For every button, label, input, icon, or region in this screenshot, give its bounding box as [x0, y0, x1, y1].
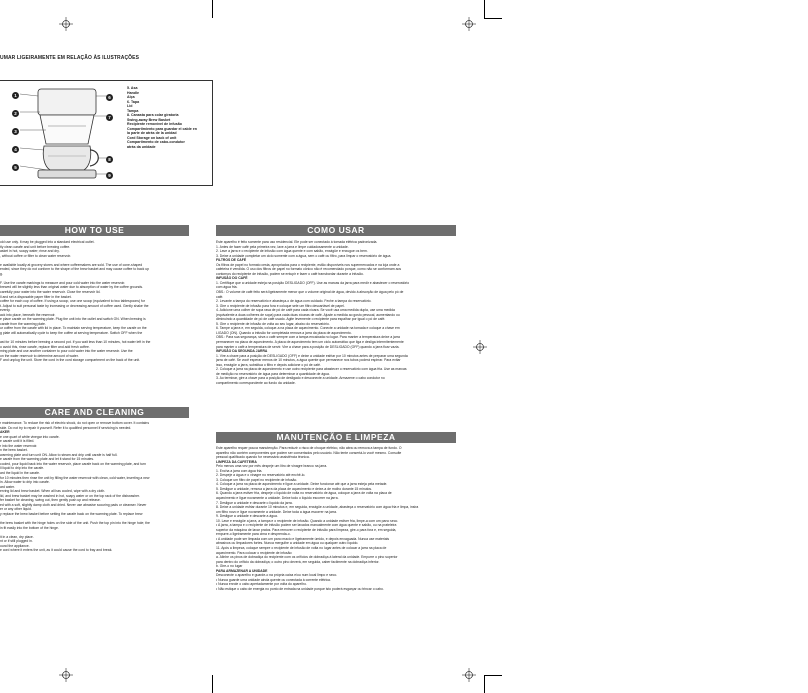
text-line: de medição no reservatório de água para determinar a quantidade de água.	[216, 371, 330, 376]
text-line: isso, enxágüe a jarra, substitua o filtro e depois adicione o pó de café.	[216, 362, 321, 367]
text-line: um filtro novo e ligue novamente a unidade. Deixe toda a água escorrer na jarra.	[216, 509, 338, 514]
text-line: 1. Vire a chave para a posição de DESLIGADO (OFF) e deixe a unidade esfriar por 10 minutos antes de preparar uma segunda	[216, 353, 408, 358]
manutencao-text	[216, 446, 458, 636]
text-line: pessoal qualificado quando for necessário assistência técnica.	[216, 455, 310, 460]
text-line: 3. Ao terminar, gire a chave para a posição de desligado e desconecte a unidade. Armazene o cabo condutor no	[216, 376, 385, 381]
crop-mark	[212, 0, 213, 18]
callout-number: 7	[106, 114, 113, 121]
text-line: OBS.: O volume de café feito será ligeiramente menor que o volume original de água, devido à absorção de água pelo pó de	[216, 290, 404, 295]
text-line: Este aparelho é feito somente para uso residencial. Ele pode ser conectado à tomada elétrica padronizada.	[216, 240, 378, 244]
text-line: • A unidade pode ser limpada com um pano macio e ligeiramente úmido, e depois enxaguada. Nunca use materiais	[216, 536, 390, 541]
como-usar-text	[216, 240, 458, 390]
text-line: 4. Adicione uma colher de sopa rasa de pó de café para cada xícara. Se você usa uma medida dupla, use uma medida	[216, 308, 395, 313]
illustration-note: UMAR LIGEIRAMENTE EM RELAÇÃO ÀS ILUSTRAÇÕES	[0, 55, 140, 61]
parts-list-item: Handle	[127, 90, 139, 95]
text-line: empurre-o ligeiramente para cima e desprenda-o.	[216, 532, 291, 537]
text-line: PARA ARMAZENAR A UNIDADE	[216, 568, 268, 573]
parts-list-item: la parte de atrás de la unidad	[127, 131, 177, 135]
text-line: asket in hot, soapy water; rinse and dry.	[0, 249, 60, 254]
text-line: • Não estique o cabo de energia no ponto de entrada na unidade porque isto poderá esgarçar ou trincar o cabo.	[216, 586, 384, 591]
text-line: aparelho não contém componentes que podem ser consertados pelo usuário. Não tente consertá-lo você mesmo. Consulte	[216, 450, 402, 455]
text-line: the brew basket with the hinge holes on the side of the unit. Push the top pin into the hinge hole; the	[0, 521, 150, 526]
text-line: para dentro do orifício da dobradiça; o outro pino deverá, em seguida, caber facilmente na dobradiça inferior.	[216, 559, 380, 564]
text-line: 2. Despeje a água e o vinagre no reservatório até enchê-lo.	[216, 473, 306, 478]
text-line: on the water reservoir to determine amount of water.	[0, 353, 79, 358]
registration-mark-top	[59, 17, 73, 31]
parts-list-item: Lid	[127, 104, 133, 108]
section-header-how-to-use: HOW TO USE	[0, 225, 189, 236]
text-line: y replace the brew basket before setting the carafe back on the warming plate. To replace brew	[0, 511, 143, 516]
crop-mark	[484, 675, 485, 693]
text-line: carafe from the warming plate.	[0, 321, 46, 326]
text-line: para manter o café a temperatura de servir. Vire a chave para a posição de DESLIGADO (OFF) quando a jarra ficar vazia.	[216, 344, 400, 349]
text-line: t. Adjust to suit personal taste by increasing or decreasing amount of coffee used. Gently shake the	[0, 303, 149, 308]
registration-mark-right	[473, 340, 487, 354]
crop-mark	[212, 675, 213, 693]
text-line: fer basket for cleaning, swing out, then gently push up and release.	[0, 498, 101, 503]
text-line: 3. Deixe a unidade completar um ciclo somente com a água, sem o café ou filtro, para limpar o reservatório de água.	[216, 253, 392, 258]
text-line: nt or if still plugged in.	[0, 539, 33, 544]
text-line: aquecimento. Para colocar o recipiente de infusão:	[216, 550, 293, 555]
crop-mark	[484, 18, 502, 19]
parts-list-item: Recipiente removível de infusão	[127, 122, 182, 126]
text-line: FILTROS DE CAFÉ	[216, 258, 247, 263]
text-line: diminuindo a quantidade de pó de café usado. Agite levemente o recipiente para espalhar por igual o pó de café.	[216, 317, 386, 322]
text-line: 1. Certifique que a unidade esteja na posição DESLIGADO (OFF). Use as marcas da jarra para medir e abastecer o reservatório	[216, 280, 410, 285]
text-line: ll and set a disposable paper filter in the basket.	[0, 294, 72, 299]
text-line: e cord where it enters the unit, as it could cause the cord to fray and break.	[0, 548, 113, 553]
text-line: it in a clean, dry place.	[0, 534, 34, 539]
text-line: LIGADO (ON). Quando a infusão for completada remova a jarra da placa de aquecimento.	[216, 330, 352, 335]
text-line: 2. Lave a jarra e o recipiente de infusão com água quente e com sabão, enxágüe e enxugue os bem.	[216, 249, 368, 254]
how-to-use-text	[0, 240, 189, 404]
parts-list	[127, 86, 211, 149]
text-line: ed with a soft, slightly damp cloth and dried. Never use abrasive scouring pads or cleanser. Never	[0, 502, 147, 507]
parts-list-item: 5. Asa	[127, 86, 138, 90]
text-line: 1. Antes de fazer café pela primeira vez, lave a jarra e limpe cuidadosamente a unidade.	[216, 244, 349, 249]
callout-number: 9	[106, 172, 113, 179]
text-line: 9. Desligue a unidade e descarte a água.	[216, 514, 278, 519]
parts-list-item: Cord Storage on back of unit	[127, 135, 177, 140]
text-line: LIMPEZA DA CAFETEIRA	[216, 459, 257, 464]
text-line: INFUSÃO DO CAFÉ	[216, 276, 248, 281]
text-line: 6. Quando a jarra estiver fria, despeje o líquido de volta no reservatório de água, coloque a jarra de volta na placa de	[216, 491, 392, 496]
text-line: 8. Deixe a unidade esfriar durante 10 minutos e, em seguida, enxágüe a unidade, abasteça o reservatório com água fria e limpa, insira	[216, 505, 419, 510]
parts-list-item: Tampa	[127, 108, 139, 113]
text-line: lid, and brew basket may be washed in hot, soapy water or on the top rack of the dishwasher.	[0, 493, 140, 498]
text-line: e place carafe on the warming plate. Plug the unit into the outlet and switch ON. When brewing is	[0, 317, 146, 322]
text-line: r into the water reservoir.	[0, 443, 38, 448]
parts-list-item: Compartimiento para guardar el cable en	[127, 126, 197, 131]
text-line: 4. Coloque a jarra na placa de aquecimento e ligue a unidade. Deixe funcionar até que a jarra esteja pela metade.	[216, 482, 388, 487]
text-line: com água fria.	[216, 285, 238, 290]
callout-number: 3	[12, 128, 19, 135]
section-header-care-and-cleaning: CARE AND CLEANING	[0, 407, 189, 418]
text-line: for 10 minutes then rinse the unit by filling the water reservoir with clean, cold water, inserting a new	[0, 475, 150, 480]
text-line: b. Gire-o no lugar	[216, 564, 243, 569]
text-line: OBS.: Para sua segurança, sirva o café sempre com a tampa encaixada no lugar. Para manter a temperatura deixe a jarra	[216, 335, 400, 340]
text-line: tly clean carafe and unit before brewing coffee.	[0, 244, 71, 249]
text-line: in fit easily into the bottom of the hinge.	[0, 525, 59, 530]
registration-mark-bottom	[59, 668, 73, 682]
text-line: Este aparelho requer pouca manutenção. Para reduzir o risco de choque elétrico, não abra ou remova a tampa de fundo. O	[216, 446, 402, 450]
text-line: 1. Encha a jarra com água fria.	[216, 468, 263, 473]
text-line: side. Do not try to repair it yourself. Refer it to qualified personnel if servicing is needed.	[0, 425, 132, 430]
text-line: 6. Tampe a jarra e, em seguida, coloque-a na placa de aquecimento. Conecte a unidade na tomada e coloque a chave em	[216, 326, 400, 331]
text-line: ard the liquid in the carafe.	[0, 471, 40, 476]
text-line: ll liquid to drip into the carafe.	[0, 466, 45, 471]
text-line: 11. Após a limpeza, coloque sempre o recipiente de infusão de volta no lugar antes de colocar a jarra na placa de	[216, 546, 387, 551]
text-line: 5. Desligue a unidade, remova a jarra da placa de aquecimento e deixe-a de molho durante 15 minutos.	[216, 486, 373, 491]
section-header-manutencao: MANUTENÇÃO E LIMPEZA	[216, 432, 456, 443]
text-line: , without coffee or filter to clean water reservoir.	[0, 253, 71, 258]
text-line: Pelo menos uma vez por mês despeje um litro de vinagre branco na jarra.	[216, 464, 328, 469]
text-line: (equivalente a duas colheres de sopa) para cada duas xícaras de café. Ajuste a medida ao gosto pessoal, aumentando ou	[216, 312, 400, 317]
text-line: ack into place, beneath the reservoir.	[0, 312, 56, 317]
text-line: e available locally at grocery stores and where coffeemakers are sold. The use of cone-shaped	[0, 262, 143, 267]
callout-number: 5	[12, 164, 19, 171]
parts-list-item: Compartimento de cabo-condutor	[127, 140, 185, 144]
text-line: INFUSÃO DA SEGUNDA JARRA	[216, 349, 268, 354]
text-line: evenly.	[0, 308, 11, 313]
text-line: • A jarra, a tampa e o recipiente de infusão podem ser lavados manualmente com água quente e sabão, ou na prateleira	[216, 523, 397, 528]
text-line: superior da máquina de lavar pratos. Para remover o recipiente de infusão para limpeza, gire-o para fora e, em seguida,	[216, 527, 397, 532]
crop-mark	[484, 675, 502, 676]
callout-number: 2	[12, 110, 19, 117]
parts-list-item: atrás da unidade	[127, 144, 156, 149]
text-line: F. Use the carafe markings to measure and pour cold water into the water reservoir.	[0, 280, 126, 285]
text-line: permanecer na placa de aquecimento. A placa de aquecimento tem um ciclo automático que liga e desliga intermitentemente	[216, 340, 404, 345]
text-line: o avoid this, rinse carafe, replace filter and add fresh coffee.	[0, 344, 90, 349]
text-line: n the brew basket.	[0, 448, 28, 453]
text-line: contornos do recipiente de infusão, podem se entupir e fazer o café transbordar durante a infusão.	[216, 271, 364, 276]
text-line: erving lid and brew basket. When all has cooled, wipe with a dry cloth.	[0, 489, 106, 494]
text-line: er or any other liquid.	[0, 507, 32, 512]
care-and-cleaning-text	[0, 421, 189, 561]
text-line: 2. Levante a tampa do reservatório e abasteça-o de água com cuidado. Feche a tampa do reservatório.	[216, 299, 372, 304]
callout-number: 1	[12, 92, 19, 99]
text-line: 3. Gire o recipiente de infusão para fora e coloque sele um filtro descartável de papel.	[216, 303, 345, 308]
parts-list-item: Alça	[127, 95, 135, 99]
text-line: 3. Coloque um filtro de papel no recipiente de infusão.	[216, 477, 298, 482]
callout-number: 6	[106, 94, 113, 101]
text-line: in. Allow water to drip into carafe.	[0, 480, 50, 485]
coffeemaker-illustration	[8, 86, 120, 181]
registration-mark-bottom-center	[462, 668, 476, 682]
text-line: 7. Desligue a unidade e descarte o líquido da jarra.	[216, 500, 293, 505]
text-line: cafeteira é vendida. O uso dos filtros de papel no formato cônico não é recomendado porque, como não se conformam aos	[216, 267, 402, 272]
text-line: 10. Lave e enxágüe a jarra, a tampa e o recipiente de infusão. Quando a unidade estiver fria, limpe-a com um pano seco.	[216, 518, 399, 523]
text-line: ard water.	[0, 484, 15, 489]
text-line: e carafe from the warming plate and let it stand for 15 minutes.	[0, 457, 95, 462]
text-line: ming plate and use another container to pour cold water into the water reservoir. Use the	[0, 349, 133, 354]
text-line: g.	[0, 271, 3, 276]
text-line: e one quart of white vinegar into carafe.	[0, 434, 60, 439]
text-line: • Nunca guarde uma unidade ainda quente ou conectada à corrente elétrica.	[216, 577, 331, 582]
text-line: ended, since they do not conform to the shape of the brew basket and may cause coffee to back up	[0, 267, 150, 272]
text-line: F and unplug the unit. Store the cord in the cord storage compartment on the back of the unit.	[0, 358, 141, 363]
text-line: Os filtros de papel no formato cesta, apropriados para o recipiente, estão disponíveis nos supermercados e na loja onde a	[216, 262, 400, 267]
crop-mark	[484, 0, 485, 18]
text-line: 5. Gire o recipiente de infusão de volta ao seu lugar, abaixo do reservatório.	[216, 321, 330, 326]
parts-list-item: Swing-away Brew Basket	[127, 117, 171, 122]
text-line: Desconecte o aparelho e guarde-o na própria caixa e/ou num local limpo e seco.	[216, 573, 338, 578]
text-line: r maintenance. To reduce the risk of electric shock, do not open or remove bottom cover. It contains	[0, 421, 150, 425]
text-line: warming plate and turn unit ON. Allow to steam and drip until carafe is half full.	[0, 452, 118, 457]
text-line: old use only. It may be plugged into a standard electrical outlet.	[0, 240, 95, 244]
text-line: brewed will be slightly less than original water due to absorption of water by the coffee grounds.	[0, 285, 143, 290]
text-line: 2. Coloque a jarra na placa de aquecimento e use outro recipiente para abastecer o reservatório com água fria. Use as marcas	[216, 367, 407, 372]
text-line: abrasivos ou limpadores fortes. Nunca mergulhe a unidade em água ou qualquer outro líquido.	[216, 541, 359, 546]
parts-list-item: 6. Tapa	[127, 99, 140, 104]
callout-number: 4	[12, 146, 19, 153]
text-line: coffee for each cup of coffee. If using a scoop, use one scoop (equivalent to two tablespoons) for	[0, 299, 146, 304]
text-line: aquecimento e ligue novamente a unidade. Deixe todo o líquido escorrer na jarra.	[216, 496, 339, 501]
registration-mark-top-center	[462, 17, 476, 31]
text-line: compartimento correspondente ao fundo da unidade.	[216, 380, 296, 385]
text-line: • Nunca enrole o cabo apertadamente por volta do aparelho.	[216, 582, 307, 587]
text-line: e carafe until it is filled.	[0, 439, 35, 444]
text-line: AKER	[0, 430, 10, 435]
text-line: jarra de café. Se você esperar menos de 10 minutos, a água quente que permanece nos tubos poderá espirrar. Para evitar	[216, 358, 401, 363]
callout-number: 8	[106, 156, 113, 163]
text-line: carefully pour water into the water reservoir. Close the reservoir lid.	[0, 290, 101, 295]
text-line: g plate will automatically cycle to keep the coffee at serving temperature. Switch OFF when the	[0, 330, 143, 335]
text-line: ound the appliance.	[0, 543, 30, 548]
section-header-como-usar: COMO USAR	[216, 225, 456, 236]
parts-list-item: 8. Canasta para colar giratoria	[127, 113, 179, 117]
text-line: ur coffee from the carafe with lid in place. To maintain serving temperature, keep the carafe on the	[0, 326, 147, 331]
text-line: ast for 10 minutes before brewing a second pot. If you wait less than 10 minutes, hot water left in the	[0, 340, 151, 345]
text-line: café.	[216, 294, 224, 299]
text-line: cooled, pour liquid back into the water reservoir, place carafe back on the warming plate, and turn	[0, 461, 147, 466]
text-line: a. Alinhe os pinos de dobradiça do recipiente com os orifícios de dobradiça à lateral da unidade. Empurre o pino superior	[216, 555, 398, 560]
